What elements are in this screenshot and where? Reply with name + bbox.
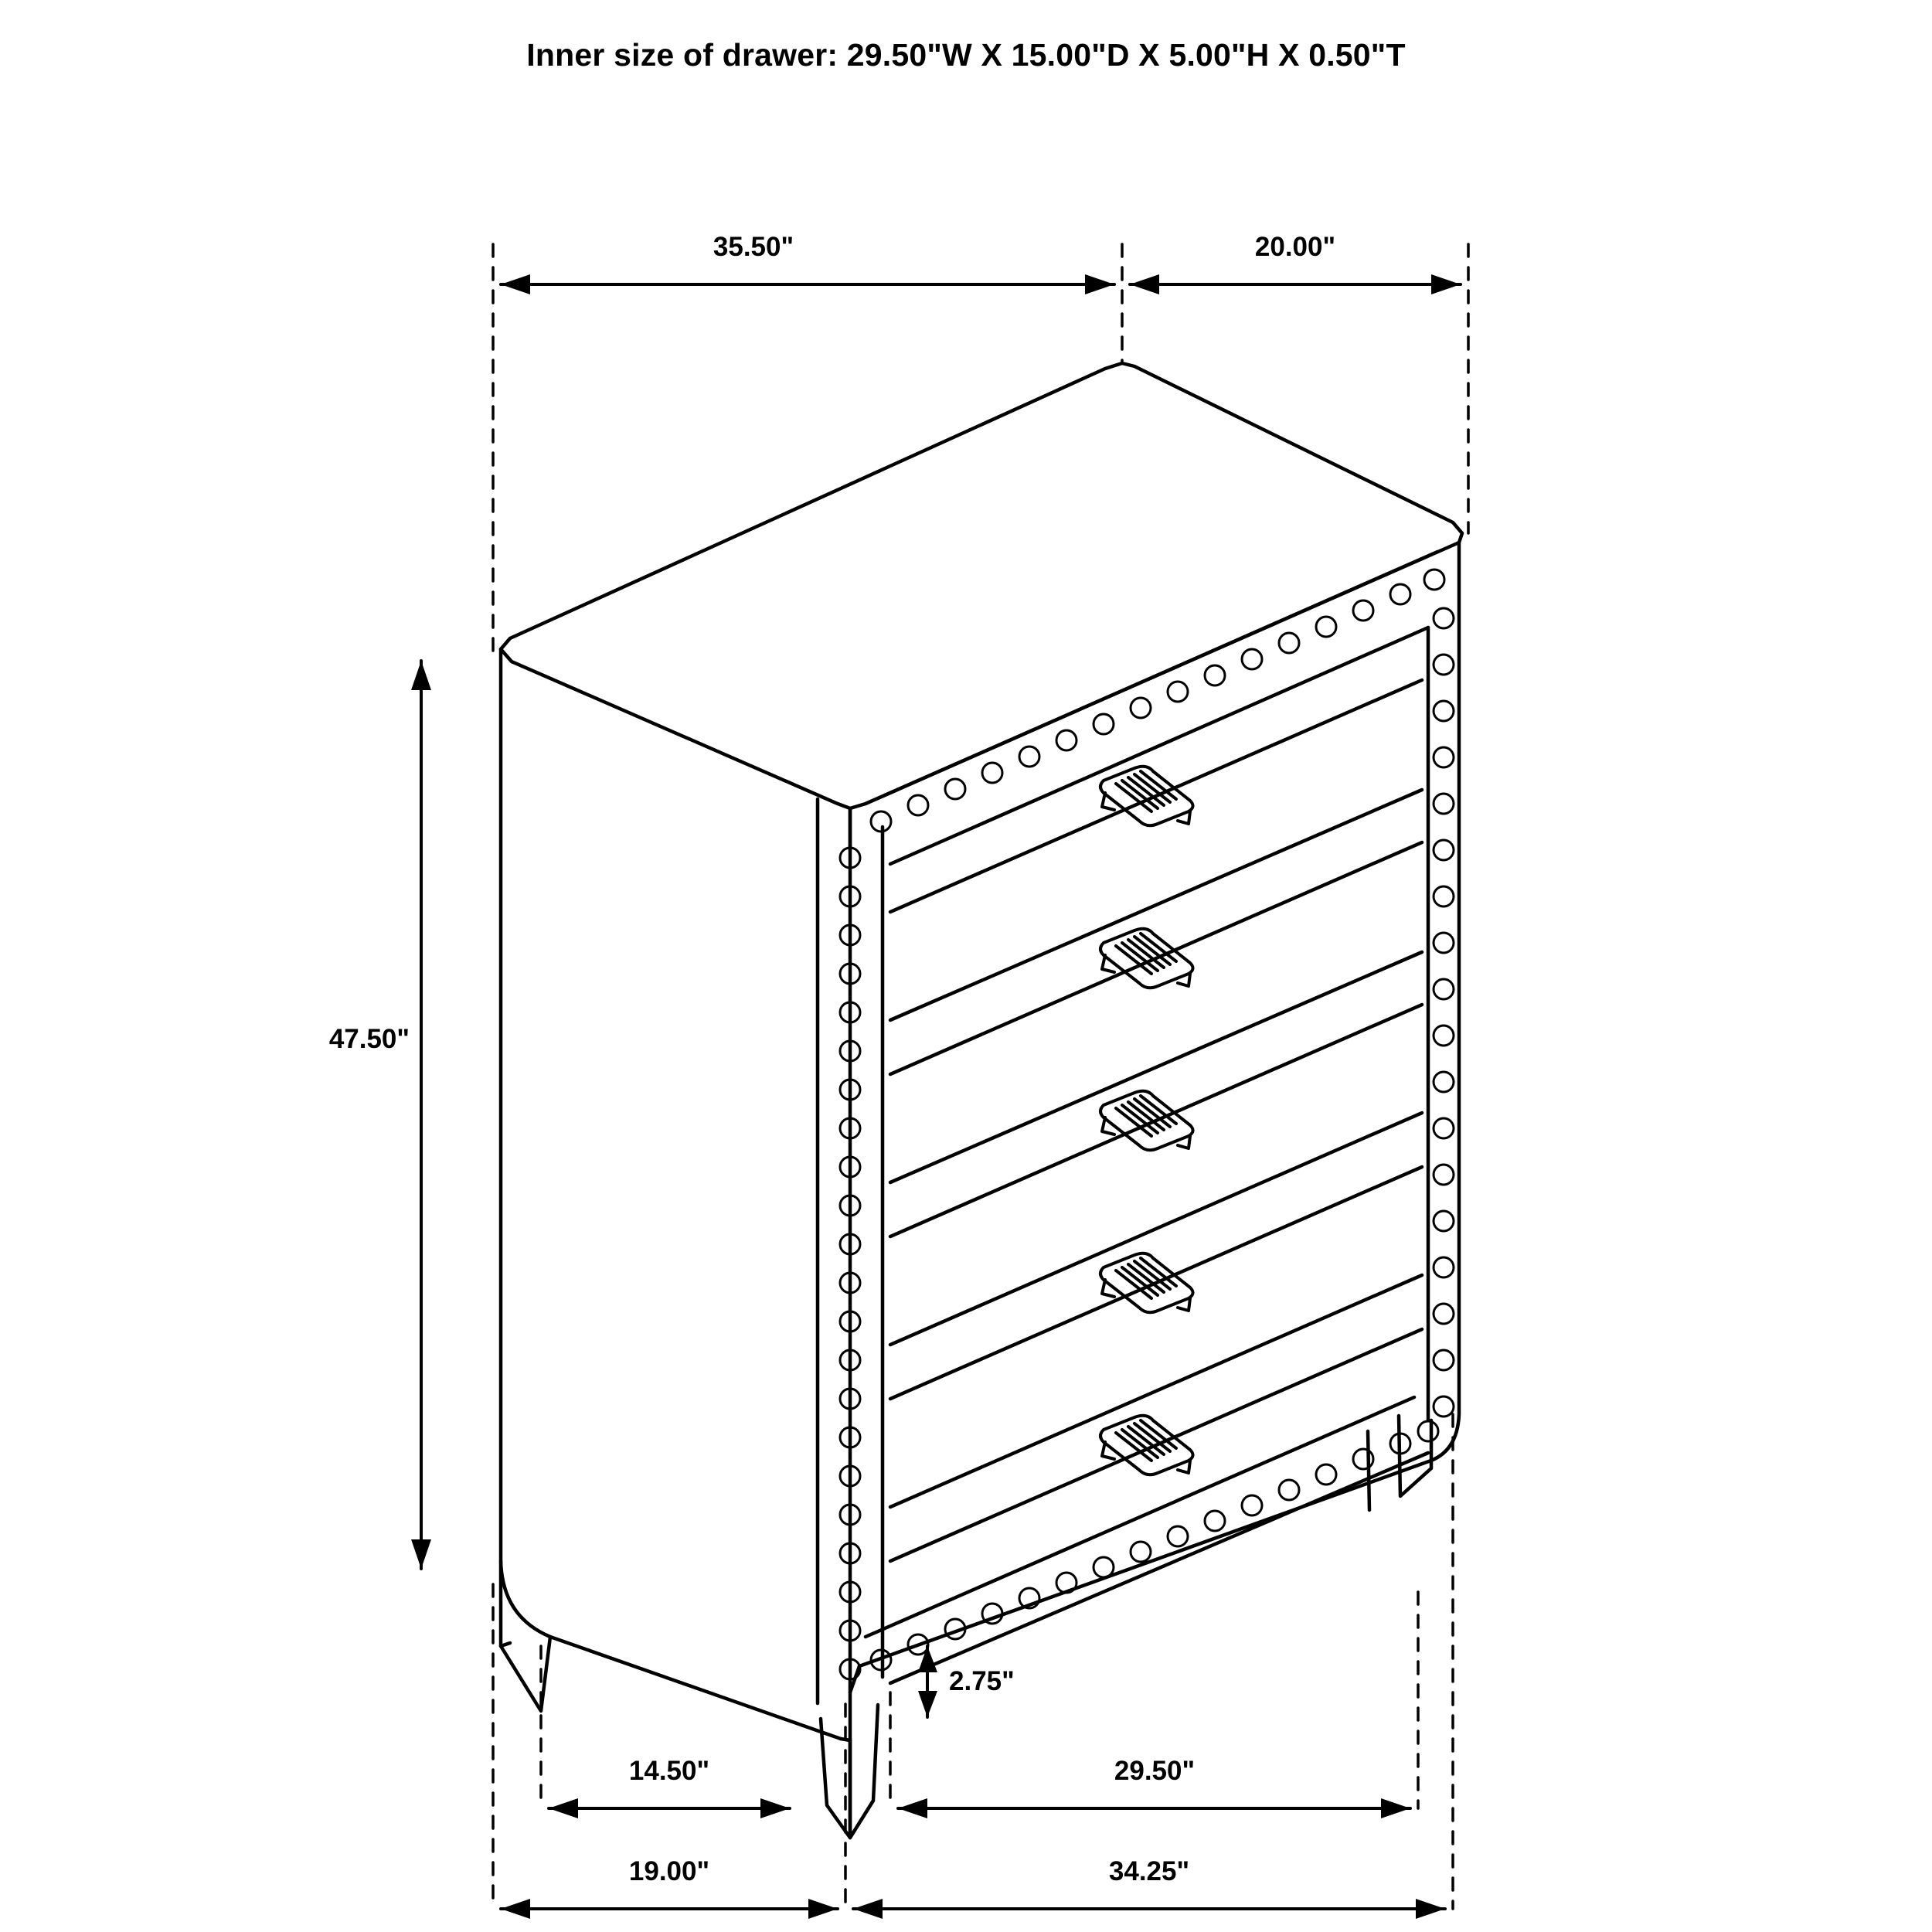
dim-bottom-right-inner-arrow — [898, 1798, 1410, 1818]
dim-label-bottom-left-outer: 19.00" — [628, 1856, 710, 1886]
drawer-handle-1 — [1100, 767, 1193, 826]
dim-label-overall-height: 47.50" — [328, 1024, 410, 1054]
dim-label-bottom-left-inner: 14.50" — [628, 1756, 710, 1786]
dim-bottom-right-outer-arrow — [853, 1899, 1445, 1919]
dim-label-top-left-width: 35.50" — [713, 232, 794, 262]
dim-top-right-arrow — [1130, 274, 1461, 294]
dim-label-leg-height: 2.75" — [949, 1666, 1015, 1696]
drawer-handle-2 — [1100, 929, 1193, 988]
dim-top-left-arrow — [501, 274, 1114, 294]
dim-bottom-left-inner-arrow — [549, 1798, 790, 1818]
dim-bottom-left-outer-arrow — [501, 1899, 838, 1919]
drawer-handle-5 — [1100, 1416, 1193, 1475]
dim-label-bottom-right-outer: 34.25" — [1108, 1856, 1190, 1886]
dim-label-bottom-right-inner: 29.50" — [1114, 1756, 1196, 1786]
dim-label-top-right-depth: 20.00" — [1254, 232, 1336, 262]
chest-body — [501, 363, 1462, 1838]
dim-height-arrow — [411, 661, 431, 1569]
page-title: Inner size of drawer: 29.50"W X 15.00"D X 5.00"H X 0.50"T — [526, 37, 1406, 73]
dim-leg-height-arrow — [918, 1646, 937, 1717]
drawer-handles — [1100, 767, 1193, 1475]
drawer-handle-3 — [1100, 1091, 1193, 1151]
drawer-handle-4 — [1100, 1253, 1193, 1313]
